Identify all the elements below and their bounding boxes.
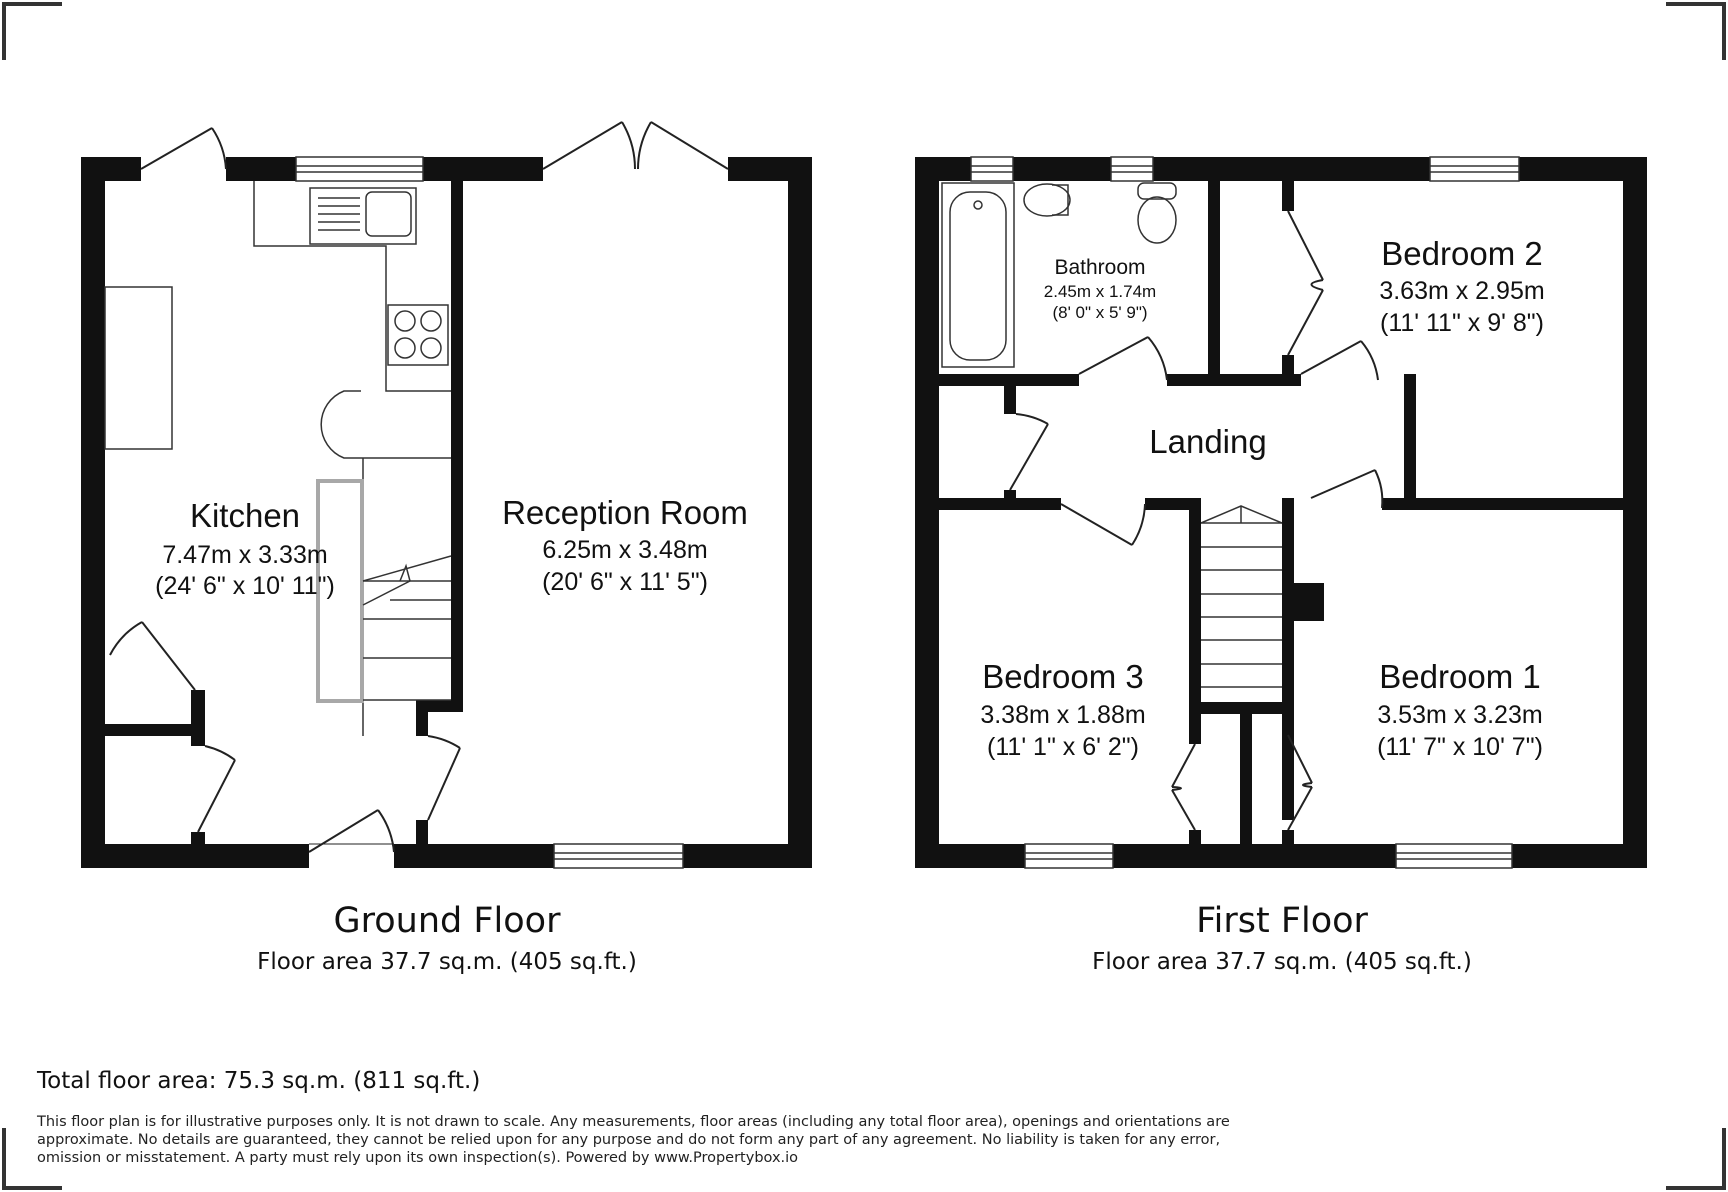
door-icon <box>1311 470 1382 508</box>
room-name-reception: Reception Room <box>502 494 748 531</box>
room-name-bedroom-3: Bedroom 3 <box>982 658 1144 695</box>
total-floor-area: Total floor area: 75.3 sq.m. (811 sq.ft.) <box>37 1068 481 1094</box>
window-icon <box>1111 157 1153 181</box>
window-icon <box>1396 844 1512 868</box>
room-name-bedroom-1: Bedroom 1 <box>1379 658 1541 695</box>
staircase-icon <box>363 556 451 700</box>
disclaimer-text: This floor plan is for illustrative purposes only. It is not drawn to scale. Any measurements, floor areas (including any total floor area), openings and orientations are approximate. No details are guaranteed, they cannot be relied upon for any purpose and do not form any part of any agreement. No liability is taken for any error, omission or misstatement. A party must rely upon its own inspection(s). Powered by www.Propertybox.io <box>37 1114 1230 1166</box>
french-door-icon <box>543 122 728 169</box>
room-name-bathroom: Bathroom <box>1054 256 1146 279</box>
room-imperial-kitchen: (24' 6" x 10' 11") <box>155 572 335 600</box>
window-icon <box>1430 157 1519 181</box>
door-icon <box>1010 414 1048 490</box>
ground-floor-plan <box>81 122 812 975</box>
first-floor-area: Floor area 37.7 sq.m. (405 sq.ft.) <box>1092 949 1472 975</box>
room-imperial-bedroom-1: (11' 7" x 10' 7") <box>1377 733 1543 761</box>
staircase-icon <box>1201 506 1282 687</box>
door-icon <box>428 736 460 820</box>
ground-floor-title: Ground Floor <box>333 901 561 941</box>
wardrobe-door-icon <box>1288 211 1323 355</box>
door-icon <box>141 128 226 169</box>
window-icon <box>971 157 1013 181</box>
room-name-kitchen: Kitchen <box>189 497 301 534</box>
door-icon <box>1079 337 1167 380</box>
room-metric-bedroom-3: 3.38m x 1.88m <box>980 701 1146 729</box>
window-icon <box>554 844 683 868</box>
window-icon <box>1025 844 1113 868</box>
room-metric-bathroom: 2.45m x 1.74m <box>1043 282 1157 301</box>
door-icon <box>1301 341 1378 380</box>
room-name-landing: Landing <box>1149 423 1267 460</box>
kitchen-fittings <box>105 181 451 736</box>
room-imperial-reception: (20' 6" x 11' 5") <box>542 568 708 596</box>
door-icon <box>1061 504 1145 545</box>
room-imperial-bedroom-2: (11' 11" x 9' 8") <box>1380 309 1544 337</box>
first-floor-plan <box>915 157 1647 975</box>
room-metric-bedroom-1: 3.53m x 3.23m <box>1377 701 1543 729</box>
first-floor-title: First Floor <box>1196 901 1368 941</box>
door-icon <box>198 746 235 832</box>
wardrobe-door-icon <box>1172 744 1195 830</box>
room-name-bedroom-2: Bedroom 2 <box>1381 235 1543 272</box>
room-imperial-bedroom-3: (11' 1" x 6' 2") <box>987 733 1139 761</box>
ground-floor-area: Floor area 37.7 sq.m. (405 sq.ft.) <box>257 949 637 975</box>
room-imperial-bathroom: (8' 0" x 5' 9") <box>1052 303 1148 322</box>
room-metric-bedroom-2: 3.63m x 2.95m <box>1379 277 1545 305</box>
window-icon <box>296 157 423 181</box>
door-icon <box>110 622 195 690</box>
room-metric-reception: 6.25m x 3.48m <box>542 536 708 564</box>
room-metric-kitchen: 7.47m x 3.33m <box>162 541 328 569</box>
front-door-icon <box>309 810 394 852</box>
